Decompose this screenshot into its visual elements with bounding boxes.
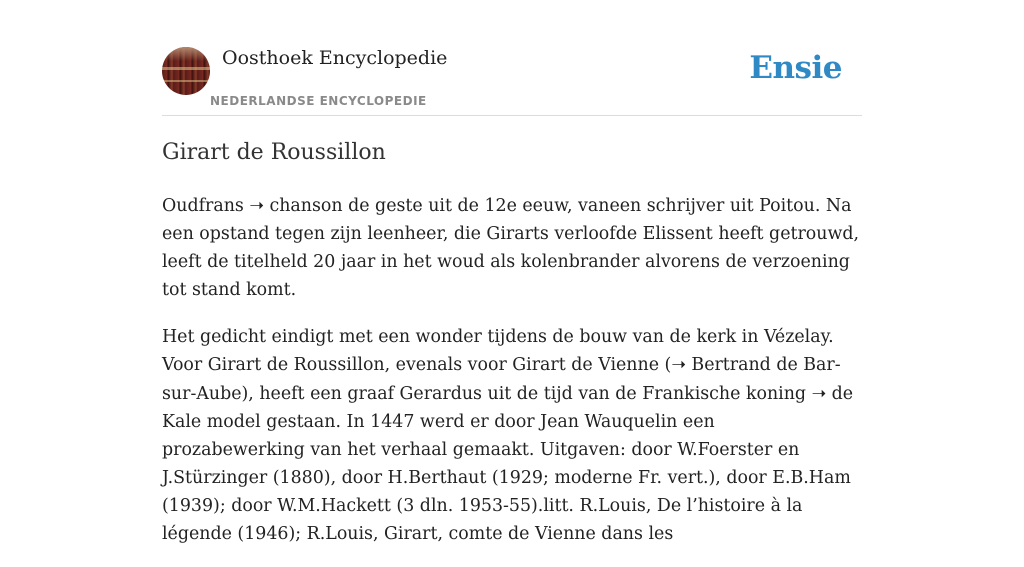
link-chanson-de-geste[interactable]: ➝ chanson de geste xyxy=(249,196,423,216)
p2-text-1: Het gedicht eindigt met een wonder tijdens de bouw van de kerk in Vézelay. Voor Girart de Roussillon, evenals voor Girart de Vienne ( xyxy=(162,327,834,376)
article-title: Girart de Roussillon xyxy=(162,140,386,165)
site-title[interactable]: Oosthoek Encyclopedie xyxy=(222,47,448,69)
article-body xyxy=(162,192,862,567)
site-subtitle: NEDERLANDSE ENCYCLOPEDIE xyxy=(210,94,427,108)
encyclopedia-books-icon[interactable] xyxy=(162,47,210,95)
p1-text-1: Oudfrans xyxy=(162,196,250,216)
site-header xyxy=(162,40,862,116)
avatar-gloss xyxy=(162,47,210,61)
p1-text-2: uit de 12e eeuw, vaneen schrijver uit Poitou. Na een opstand tegen zijn leenheer, die Girarts verloofde Elissent heeft getrouwd, leeft de titelheld 20 jaar in het woud als kolenbrander alvorens de verzoening tot stand komt. xyxy=(162,196,860,301)
paragraph-1 xyxy=(162,192,862,304)
ensie-logo[interactable]: Ensie xyxy=(749,50,842,86)
p2-text-2: ), heeft een graaf Gerardus uit de tijd van de Frankische koning xyxy=(241,383,812,404)
p2-text-3: model gestaan. In 1447 werd er door Jean Wauquelin een prozabewerking van het verhaal gemaakt. Uitgaven: door W.Foerster en J.Stürzinger (1880), door H.Berthaut (1929; moderne Fr. vert.), door E.B.Ham (1939); door W.M.Hackett (3 dln. 1953-55).litt. R.Louis, De l’histoire à la légende (1946); R.Louis, Girart, comte de Vienne dans les xyxy=(162,411,851,545)
paragraph-2 xyxy=(162,323,862,548)
link-bertrand-de-bar-sur-aube[interactable]: ➝ Bertrand de Bar-sur-Aube xyxy=(162,355,841,404)
link-de-kale[interactable]: ➝ de Kale xyxy=(162,383,854,432)
